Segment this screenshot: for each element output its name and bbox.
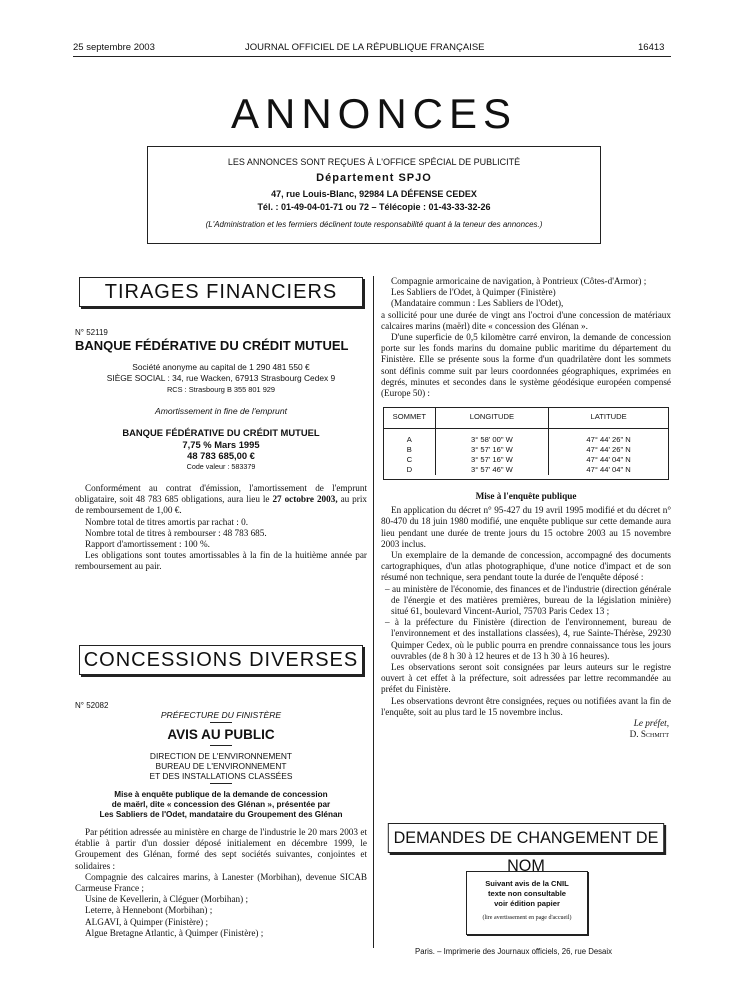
enquiry-paragraph: En application du décret n° 95-427 du 19 avril 1995 modifié et du décret n° 80-470 du 18 juin 1980 modifié, une enquête publique sur cette demande aura lieu pendant une durée de trente jours du 15 octobre 2003 au 15 novembre 2003 inclus. [381,505,671,549]
column-header: LATITUDE [549,408,668,429]
company-item: Algue Bretagne Atlantic, à Quimper (Finistère) ; [85,927,264,938]
company-item: Compagnie des calcaires marins, à Lanester (Morbihan), devenue SICAB Carmeuse France ; [75,871,367,894]
column-divider [373,276,374,948]
bank-name: BANQUE FÉDÉRATIVE DU CRÉDIT MUTUEL [75,338,349,354]
office-disclaimer: (L'Administration et les fermiers déclinent toute responsabilité quant à la teneur des annonces.) [205,220,543,229]
company-item: ALGAVI, à Quimper (Finistère) ; [85,916,209,927]
signature-title: Le préfet, [633,718,669,728]
notice-number: N° 52119 [75,328,108,337]
amortization-title: Amortissement in fine de l'emprunt [154,406,288,417]
office-department: Département SPJO [316,172,432,184]
company-capital: Société anonyme au capital de 1 290 481 550 € [132,362,310,373]
security-code: Code valeur : 583379 [186,461,256,471]
office-address: 47, rue Louis-Blanc, 92984 LA DÉFENSE CEDEX [271,189,477,199]
office-phone: Tél. : 01-49-04-01-71 ou 72 – Télécopie : 01-43-33-32-26 [257,202,491,212]
area-paragraph: D'une superficie de 0,5 kilomètre carré environ, la demande de concession porte sur les fonds marins du domaine public maritime du département du Finistère. Elle se présente sous la forme d'un quadrilatère dont les sommets sont définis comme suit par leurs coordonnées géographiques, exprimées en degrés, minutes et secondes dans le système géodésique européen compensé (Europe 50) : [381,332,671,399]
table-cell: 3° 57' 16" W [435,455,549,465]
header-date: 25 septembre 2003 [73,42,155,53]
column-header: SOMMET [384,408,435,429]
coordinates-table-box [383,407,669,480]
company-item: Leterre, à Hennebont (Morbihan) ; [85,905,213,916]
cnil-line: Suivant avis de la CNIL [485,879,569,888]
cnil-notice-box [466,871,588,935]
concession-continued [381,276,671,740]
table-cell: 47° 44' 26" N [549,435,668,445]
table-header-row [384,408,668,429]
enquiry-subtitle: de maërl, dite « concession des Glénan », présentée par [111,800,331,809]
company-item: Les Sabliers de l'Odet, à Quimper (Finistère) [391,287,556,298]
coordinates-table [384,408,668,475]
table-cell: 47° 44' 04" N [549,465,668,475]
header-journal: JOURNAL OFFICIEL DE LA RÉPUBLIQUE FRANÇAISE [245,42,485,53]
cnil-line: texte non consultable [487,889,567,898]
mandate-note: (Mandataire commun : Les Sabliers de l'Odet), [391,298,564,309]
bureau-line: ET DES INSTALLATIONS CLASSÉES [149,771,293,781]
avis-title: AVIS AU PUBLIC [167,727,275,742]
direction-line: DIRECTION DE L'ENVIRONNEMENT [149,751,293,761]
printer-footer: Paris. – Imprimerie des Journaux officiels, 26, rue Desaix [415,947,613,956]
company-rcs: RCS : Strasbourg B 355 801 929 [166,385,276,395]
section-demandes-changement-nom: DEMANDES DE CHANGEMENT DE NOM [388,823,664,853]
table-cell: 3° 58' 00" W [435,435,549,445]
company-item: Compagnie armoricaine de navigation, à Pontrieux (Côtes-d'Armor) ; [391,276,647,286]
office-line: LES ANNONCES SONT REÇUES À L'OFFICE SPÉCIAL DE PUBLICITÉ [227,157,521,167]
table-cell: D [406,464,413,474]
stat-line: Nombre total de titres amortis par rachat : 0. [85,516,249,527]
header-rule [73,56,671,57]
table-row [384,435,668,445]
tirages-notice [75,327,367,573]
enquiry-subtitle: Les Sabliers de l'Odet, mandataire du Groupement des Glénan [99,810,343,819]
cnil-note: (lire avertissement en page d'accueil) [482,915,572,921]
section-tirages-financiers: TIRAGES FINANCIERS [79,277,363,307]
stat-line: Rapport d'amortissement : 100 %. [85,538,210,549]
deposit-item: – au ministère de l'économie, des finances et de l'industrie (direction générale de l'énergie et des matières premières, bureau de la législation minière) situé 61, boulevard Vincent-Auriol, 75703 Paris Cedex 13 ; [385,583,671,616]
table-cell: B [406,444,412,454]
bank-name-secondary: BANQUE FÉDÉRATIVE DU CRÉDIT MUTUEL [122,427,320,439]
office-info-box [147,146,601,244]
paragraph-text-end: au prix de remboursement de 1,00 €. [75,494,367,516]
page-title: ANNONCES [230,90,518,137]
loan-rate: 7,75 % Mars 1995 [182,438,260,450]
cnil-line: voir édition papier [494,899,560,908]
column-header: LONGITUDE [435,408,549,429]
section-concessions-diverses: CONCESSIONS DIVERSES [79,645,363,675]
company-headquarters: SIÈGE SOCIAL : 34, rue Wacken, 67913 Strasbourg Cedex 9 [106,373,336,384]
amortization-paragraph [75,483,367,517]
table-cell: A [406,434,412,444]
stat-line: Nombre total de titres à rembourser : 48 783 685. [85,527,267,538]
table-row [384,455,668,465]
table-cell: 3° 57' 16" W [435,445,549,455]
table-row [384,445,668,455]
enquiry-subtitle: Mise à enquête publique de la demande de concession [114,790,328,799]
divider [210,745,232,746]
observations-paragraph: Les observations devront être consignées, reçues ou notifiées avant la fin de l'enquête, soit au plus tard le 15 novembre inclus. [381,695,671,717]
signature-name: D. Schmitt [629,729,669,740]
header-page-number: 16413 [638,42,665,53]
table-row [384,465,668,475]
enquiry-paragraph: Un exemplaire de la demande de concession, accompagné des documents cartographiques, d'un atlas photographique, d'une notice d'impact et de son résumé non technique, sera pendant toute la durée de l'enquête déposé : [381,549,671,583]
enquiry-heading: Mise à l'enquête publique [475,490,577,501]
prefecture-name: PRÉFECTURE DU FINISTÈRE [160,710,282,720]
request-paragraph: a sollicité pour une durée de vingt ans l'octroi d'une concession de matériaux calcaires marins (maërl) dite « concession des Glénan ». [381,309,671,331]
observations-paragraph: Les observations seront soit consignées par leurs auteurs sur le registre ouvert à cet effet à la préfecture, soit adressées par lettre recommandée au préfet du Finistère. [381,661,671,695]
paragraph-text: Conformément au contrat d'émission, l'amortissement de l'emprunt obligataire, soit 48 783 685 obligations, aura lieu le [75,482,367,505]
table-cell: 3° 57' 46" W [435,465,549,475]
petition-paragraph: Par pétition adressée au ministère en charge de l'industrie le 20 mars 2003 et établie à partir d'un dossier déposé initialement en décembre 1999, le Groupement des Glénan, formé des sept sociétés suivantes, conjointes et solidaires : [75,827,367,871]
concession-notice [75,700,367,939]
table-cell: 47° 44' 04" N [549,455,668,465]
deposit-item: – à la préfecture du Finistère (direction de l'environnement, bureau de l'environnement et des installations classées), 4, rue Sainte-Thérèse, 29230 Quimper Cedex, où le public pourra en prendre connaissance tous les jours ouvrables (de 8 h 30 à 12 heures et de 13 h 30 à 16 heures). [385,617,671,661]
repayment-date: 27 octobre 2003, [272,494,338,505]
loan-amount: 48 783 685,00 € [187,450,255,462]
bond-paragraph: Les obligations sont toutes amortissables à la fin de la huitième année par remboursement au pair. [75,550,367,572]
table-cell: 47° 44' 26" N [549,445,668,455]
divider [210,783,232,784]
divider [210,722,232,723]
company-item: Usine de Kevellerin, à Cléguer (Morbihan) ; [85,894,249,905]
notice-number: N° 52082 [75,701,109,710]
bureau-line: BUREAU DE L'ENVIRONNEMENT [155,761,287,771]
table-cell: C [406,454,413,464]
